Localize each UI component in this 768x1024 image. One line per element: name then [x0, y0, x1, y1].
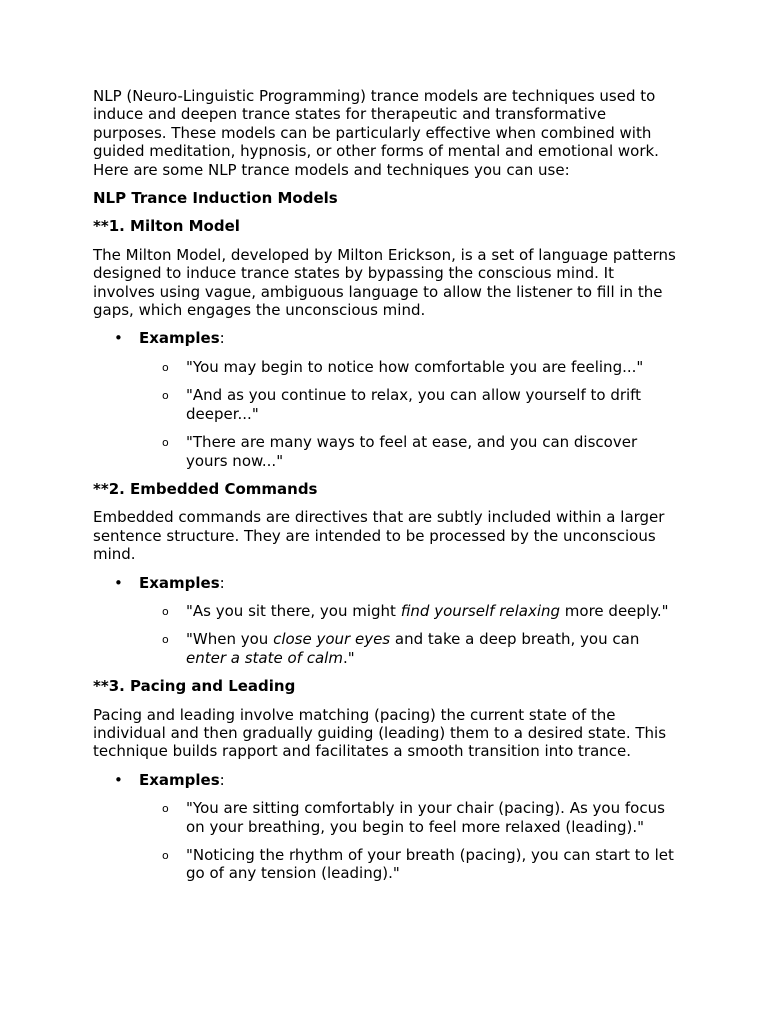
- sub-list: [139, 358, 678, 470]
- section-embedded-commands: [93, 480, 678, 667]
- colon: :: [219, 329, 225, 348]
- list-item: [139, 630, 678, 667]
- section-body: Pacing and leading involve matching (pacing) the current state of the individual and then gradually guiding (leading) them to a desired state. This technique builds rapport and facilitates a smooth transition into trance.: [93, 705, 667, 761]
- colon: :: [219, 770, 225, 789]
- example-text: "And as you continue to relax, you can allow yourself to drift deeper...": [186, 386, 642, 423]
- example-text-part: .": [342, 648, 355, 667]
- sub-bullet-icon: o: [162, 604, 169, 618]
- list-item: [139, 602, 678, 620]
- sub-bullet-icon: o: [162, 802, 169, 816]
- bullet-icon: •: [114, 329, 123, 348]
- example-text-part: more deeply.": [560, 601, 669, 620]
- bullet-list: [93, 329, 678, 469]
- example-text: "Noticing the rhythm of your breath (pacing), you can start to let go of any tension (leading).": [186, 846, 674, 883]
- example-text: "You are sitting comfortably in your chair (pacing). As you focus on your breathing, you begin to feel more relaxed (leading).": [186, 799, 665, 836]
- sub-bullet-icon: o: [162, 849, 169, 862]
- embedded-command: close your eyes: [273, 630, 391, 649]
- section-heading: **3. Pacing and Leading: [93, 677, 296, 696]
- sub-list: [139, 799, 678, 883]
- section-heading: **2. Embedded Commands: [93, 479, 318, 498]
- embedded-command: enter a state of calm: [186, 648, 343, 667]
- example-text-part: "As you sit there, you might: [186, 601, 401, 620]
- main-heading: NLP Trance Induction Models: [93, 189, 338, 208]
- list-item: [93, 771, 678, 883]
- section-milton-model: [93, 217, 678, 469]
- list-item: [139, 846, 678, 883]
- example-text-part: "When you: [186, 630, 274, 649]
- list-item: [139, 799, 678, 836]
- examples-label: Examples: [139, 329, 220, 348]
- section-heading: **1. Milton Model: [93, 217, 240, 236]
- example-text: "There are many ways to feel at ease, and you can discover yours now...": [186, 433, 638, 470]
- list-item: [93, 329, 678, 469]
- section-body: The Milton Model, developed by Milton Erickson, is a set of language patterns designed to induce trance states by bypassing the conscious mind. It involves using vague, ambiguous language to allow the listener to fill in the gaps, which engages the unconscious mind.: [93, 245, 676, 320]
- colon: :: [219, 573, 225, 592]
- list-item: [139, 386, 678, 423]
- sub-list: [139, 602, 678, 667]
- example-text-part: and take a deep breath, you can: [390, 630, 640, 649]
- intro-paragraph: NLP (Neuro-Linguistic Programming) trance models are techniques used to induce and deepen trance states for therapeutic and transformative purposes. These models can be particularly effective when combined with guided meditation, hypnosis, or other forms of mental and emotional work. Here are some NLP trance models and techniques you can use:: [93, 87, 659, 179]
- examples-label: Examples: [139, 770, 220, 789]
- embedded-command: find yourself relaxing: [400, 601, 561, 620]
- list-item: [139, 433, 678, 470]
- list-item: [139, 358, 678, 376]
- sub-bullet-icon: o: [162, 389, 169, 403]
- example-text: "You may begin to notice how comfortable you are feeling...": [186, 357, 644, 376]
- sub-bullet-icon: o: [162, 633, 169, 647]
- sub-bullet-icon: o: [162, 360, 169, 374]
- bullet-icon: •: [114, 573, 123, 592]
- bullet-list: [93, 771, 678, 883]
- section-body: Embedded commands are directives that are subtly included within a larger sentence structure. They are intended to be processed by the unconscious mind.: [93, 508, 665, 564]
- list-item: [93, 574, 678, 668]
- bullet-icon: •: [114, 770, 123, 789]
- sub-bullet-icon: o: [162, 436, 169, 450]
- examples-label: Examples: [139, 573, 220, 592]
- bullet-list: [93, 574, 678, 668]
- section-pacing-and-leading: [93, 677, 678, 883]
